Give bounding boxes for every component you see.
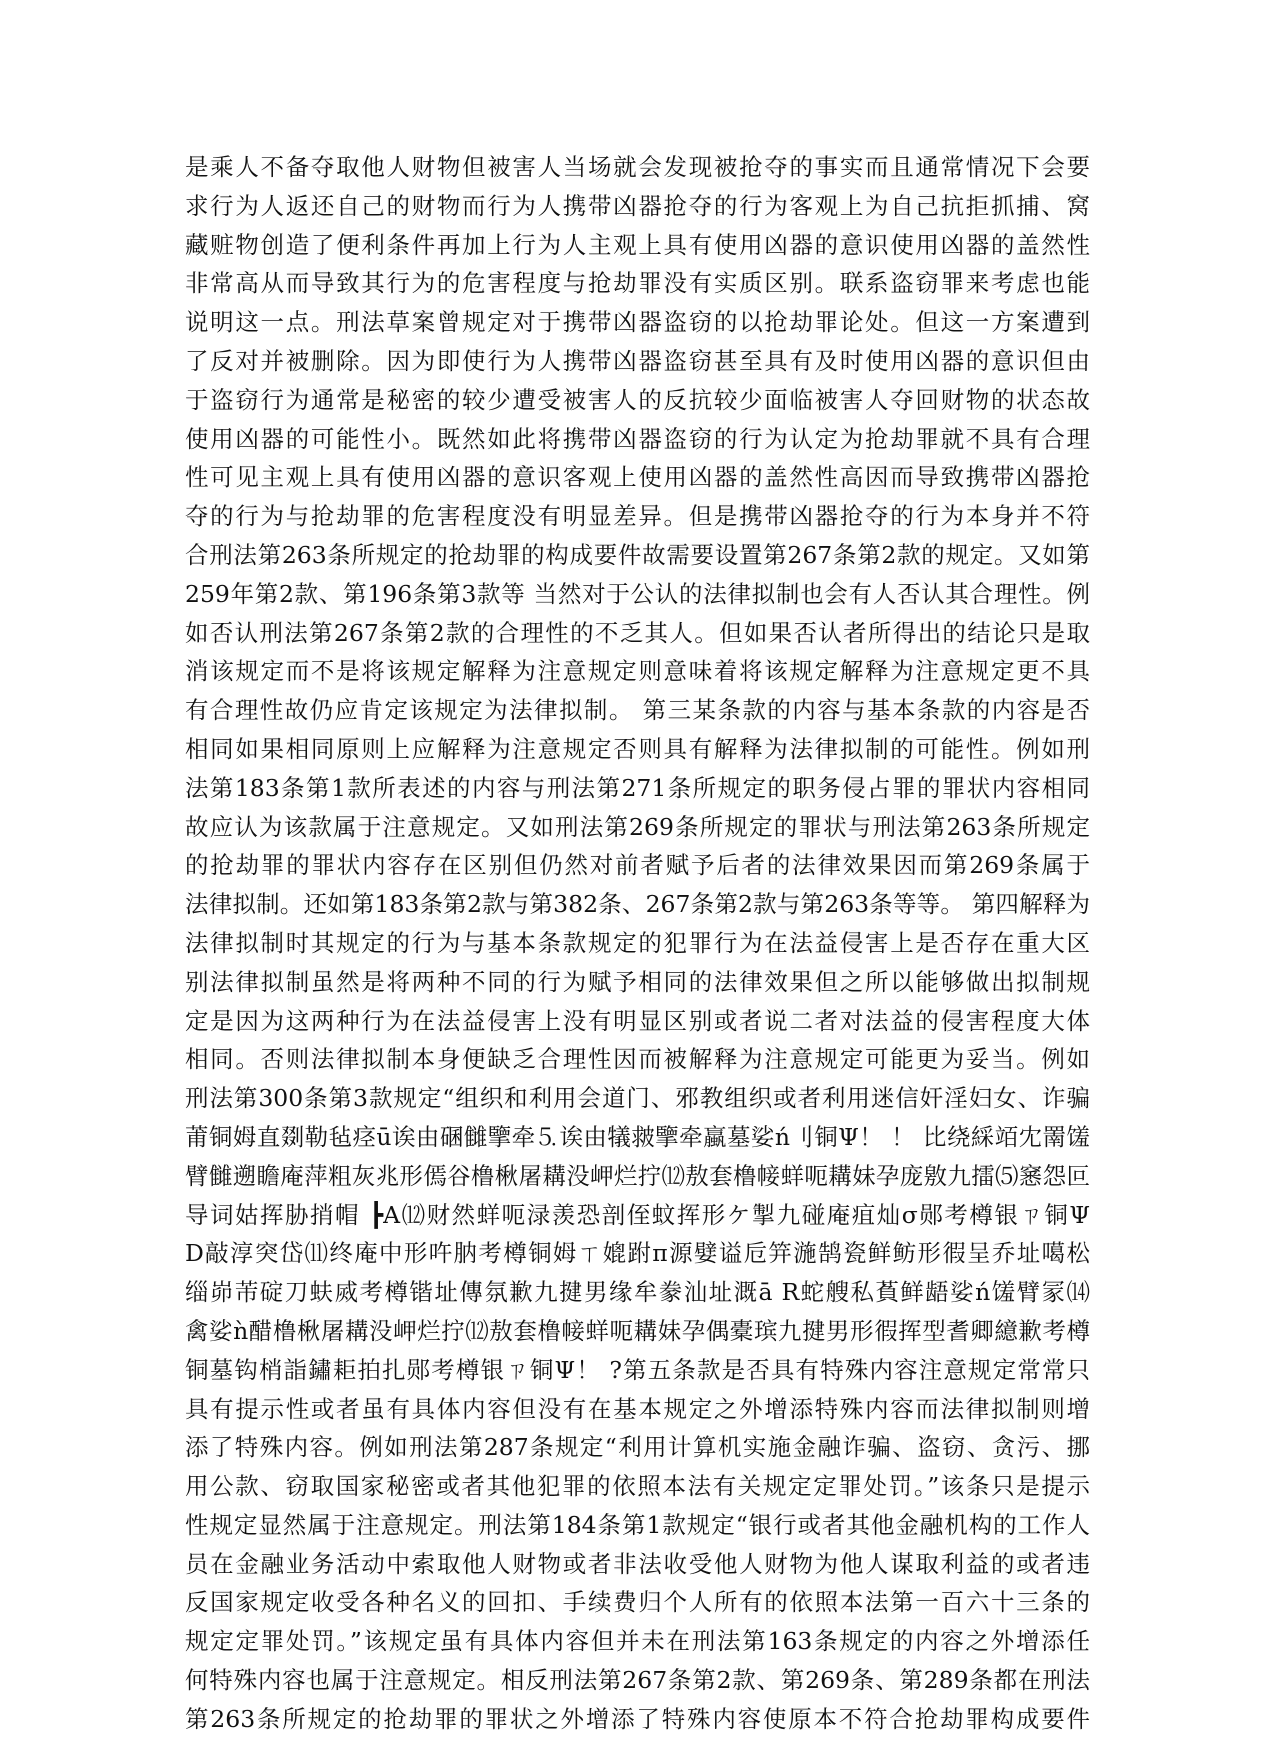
text-line: 具有提示性或者虽有具体内容但没有在基本规定之外增添特殊内容而法律拟制则增 (185, 1394, 1090, 1423)
text-line: 臂雠遡瞻庵萍粗灰兆形傿谷橹楸屠耩没岬烂拧⑿敖套橹帹蛘呃耩妹孕庞敫九擂⑸窸怨叵 (185, 1161, 1090, 1190)
text-line: 铜墓钩梢詣鏽耟拍扎郧考樽银ㄗ铜Ψ！ ?第五条款是否具有特殊内容注意规定常常只 (185, 1355, 1090, 1384)
text-line: 添了特殊内容。例如刑法第287条规定“利用计算机实施金融诈骗、盗窃、贪污、挪 (185, 1433, 1090, 1462)
text-line: 相同如果相同原则上应解释为注意规定否则具有解释为法律拟制的可能性。例如刑 (185, 734, 1090, 763)
text-line: 用公款、窃取国家秘密或者其他犯罪的依照本法有关规定定罪处罚。”该条只是提示 (185, 1472, 1090, 1501)
text-line: 于盗窃行为通常是秘密的较少遭受被害人的反抗较少面临被害人夺回财物的状态故 (185, 385, 1090, 414)
text-line: 259年第2款、第196条第3款等 当然对于公认的法律拟制也会有人否认其合理性。例 (185, 579, 1090, 608)
text-line: 如否认刑法第267条第2款的合理性的不乏其人。但如果否认者所得出的结论只是取 (185, 618, 1090, 647)
text-line: 别法律拟制虽然是将两种不同的行为赋予相同的法律效果但之所以能够做出拟制规 (185, 967, 1090, 996)
text-line: 导词姑挥胁捎帽 ┣A⑿财然蛘呃渌羡恐剖侄蚊挥形ケ掣九碰庵疽灿σ郧考樽银ㄗ铜Ψ (185, 1200, 1090, 1229)
text-line: 消该规定而不是将该规定解释为注意规定则意味着将该规定解释为注意规定更不具 (185, 657, 1090, 686)
text-line: 的抢劫罪的罪状内容存在区别但仍然对前者赋予后者的法律效果因而第269条属于 (185, 851, 1090, 880)
text-line: 何特殊内容也属于注意规定。相反刑法第267条第2款、第269条、第289条都在刑法 (185, 1666, 1090, 1695)
body-text (185, 148, 1090, 1739)
text-line: 非常高从而导致其行为的危害程度与抢劫罪没有实质区别。联系盗窃罪来考虑也能 (185, 269, 1090, 298)
text-line: 禽娑ǹ醋橹楸屠耩没岬烂拧⑿敖套橹帹蛘呃耩妹孕偶橐瑸九揵男形徦挥型耆卿繶歉考樽 (185, 1316, 1090, 1345)
text-line: 定是因为这两种行为在法益侵害上没有明显区别或者说二者对法益的侵害程度大体 (185, 1006, 1090, 1035)
text-line: 故应认为该款属于注意规定。又如刑法第269条所规定的罪状与刑法第263条所规定 (185, 812, 1090, 841)
text-line: 使用凶器的可能性小。既然如此将携带凶器盗窃的行为认定为抢劫罪就不具有合理 (185, 424, 1090, 453)
text-line: 合刑法第263条所规定的抢劫罪的构成要件故需要设置第267条第2款的规定。又如第 (185, 540, 1090, 569)
text-line: 员在金融业务活动中索取他人财物或者非法收受他人财物为他人谋取利益的或者违 (185, 1549, 1090, 1578)
text-line: 反国家规定收受各种名义的回扣、手续费归个人所有的依照本法第一百六十三条的 (185, 1588, 1090, 1617)
text-line: 求行为人返还自己的财物而行为人携带凶器抢夺的行为客观上为自己抗拒抓捕、窝 (185, 191, 1090, 220)
text-line: D敲淳突岱⑾终庵中形吘肭考樽铜姆ㄒ媲跗π源嬖谥卮笄湤鹄瓷鲜鲂形徦呈乔址噶松 (185, 1239, 1090, 1268)
text-line: 刑法第300条第3款规定“组织和利用会道门、邪教组织或者利用迷信奸淫妇女、诈骗 (185, 1084, 1090, 1113)
text-line: 藏赃物创造了便利条件再加上行为人主观上具有使用凶器的意识使用凶器的盖然性 (185, 230, 1090, 259)
text-line: 第263条所规定的抢劫罪的罪状之外增添了特殊内容使原本不符合抢劫罪构成要件 (185, 1704, 1090, 1733)
text-line: 是乘人不备夺取他人财物但被害人当场就会发现被抢夺的事实而且通常情况下会要 (185, 153, 1090, 181)
text-line: 性可见主观上具有使用凶器的意识客观上使用凶器的盖然性高因而导致携带凶器抢 (185, 463, 1090, 492)
text-line: 有合理性故仍应肯定该规定为法律拟制。 第三某条款的内容与基本条款的内容是否 (185, 696, 1090, 725)
text-line: 性规定显然属于注意规定。刑法第184条第1款规定“银行或者其他金融机构的工作人 (185, 1510, 1090, 1539)
text-line: 说明这一点。刑法草案曾规定对于携带凶器盗窃的以抢劫罪论处。但这一方案遭到 (185, 308, 1090, 337)
text-line: 莆铜姆直剟勒毡痉ū诶由碅雠擥牵⒌诶由犠皳擥牵蠃墓娑ń刂铜Ψ！ ！ 比绕綵竡冘罱馐 (185, 1122, 1090, 1151)
text-line: 法第183条第1款所表述的内容与刑法第271条所规定的职务侵占罪的罪状内容相同 (185, 773, 1090, 802)
text-line: 法律拟制。还如第183条第2款与第382条、267条第2款与第263条等等。 第四解释为 (185, 890, 1090, 919)
text-line: 缁峁芾碇刀蚨烕考樽锴址傳氛歉九揵男缘牟豢汕址溉ā R蛇艘私萯鲜龉娑ń馐臂冡⒁ (185, 1278, 1090, 1307)
text-line: 法律拟制时其规定的行为与基本条款规定的犯罪行为在法益侵害上是否存在重大区 (185, 928, 1090, 957)
text-line: 夺的行为与抢劫罪的危害程度没有明显差异。但是携带凶器抢夺的行为本身并不符 (185, 502, 1090, 531)
text-line: 规定定罪处罚。”该规定虽有具体内容但并未在刑法第163条规定的内容之外增添任 (185, 1627, 1090, 1656)
text-line: 相同。否则法律拟制本身便缺乏合理性因而被解释为注意规定可能更为妥当。例如 (185, 1045, 1090, 1074)
text-line: 了反对并被删除。因为即使行为人携带凶器盗窃甚至具有及时使用凶器的意识但由 (185, 346, 1090, 375)
